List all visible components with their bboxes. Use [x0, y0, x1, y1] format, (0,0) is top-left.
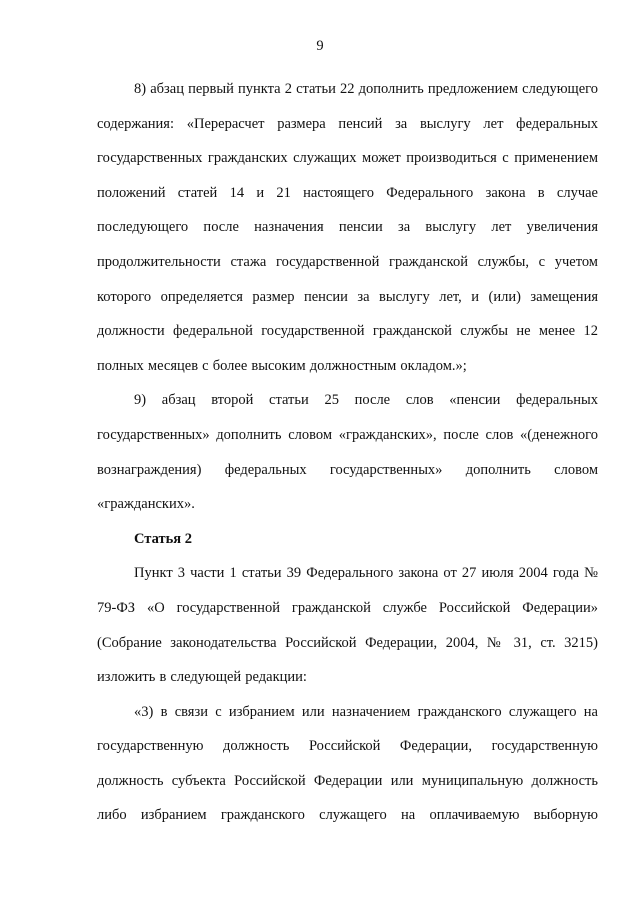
paragraph-article-2-point-3: «3) в связи с избранием или назначением гражданского служащего на государственную должность Российской Федерации, государственную должность субъекта Российской Федерации или муниципальную должность либо избранием гражданского служащего на оплачиваемую выборную	[97, 703, 598, 824]
paragraph-article-2-intro: Пункт 3 части 1 статьи 39 Федерального закона от 27 июля 2004 года № 79-ФЗ «О государственной гражданской службе Российской Федерации» (Собрание законодательства Российской Федерации, 2004, № 31, ст. 3215) изложить в следующей редакции:	[97, 565, 598, 686]
paragraph-item-8: 8) абзац первый пункта 2 статьи 22 дополнить предложением следующего содержания: «Перерасчет размера пенсий за выслугу лет федеральных государственных гражданских служащих может производиться с применением положений статей 14 и 21 настоящего Федерального закона в случае последующего после назначения пенсии за выслугу лет увеличения продолжительности стажа государственной гражданской службы, с учетом которого определяется размер пенсии за выслугу лет, и (или) замещения должности федеральной государственной гражданской службы не менее 12 полных месяцев с более высоким должностным окладом.»;	[97, 81, 598, 374]
article-2-heading: Статья 2	[134, 530, 192, 547]
document-body	[97, 72, 598, 833]
page-number: 9	[316, 38, 324, 54]
paragraph-item-9: 9) абзац второй статьи 25 после слов «пенсии федеральных государственных» дополнить словом «гражданских», после слов «(денежного вознаграждения) федеральных государственных» дополнить словом «гражданских».	[97, 392, 598, 513]
